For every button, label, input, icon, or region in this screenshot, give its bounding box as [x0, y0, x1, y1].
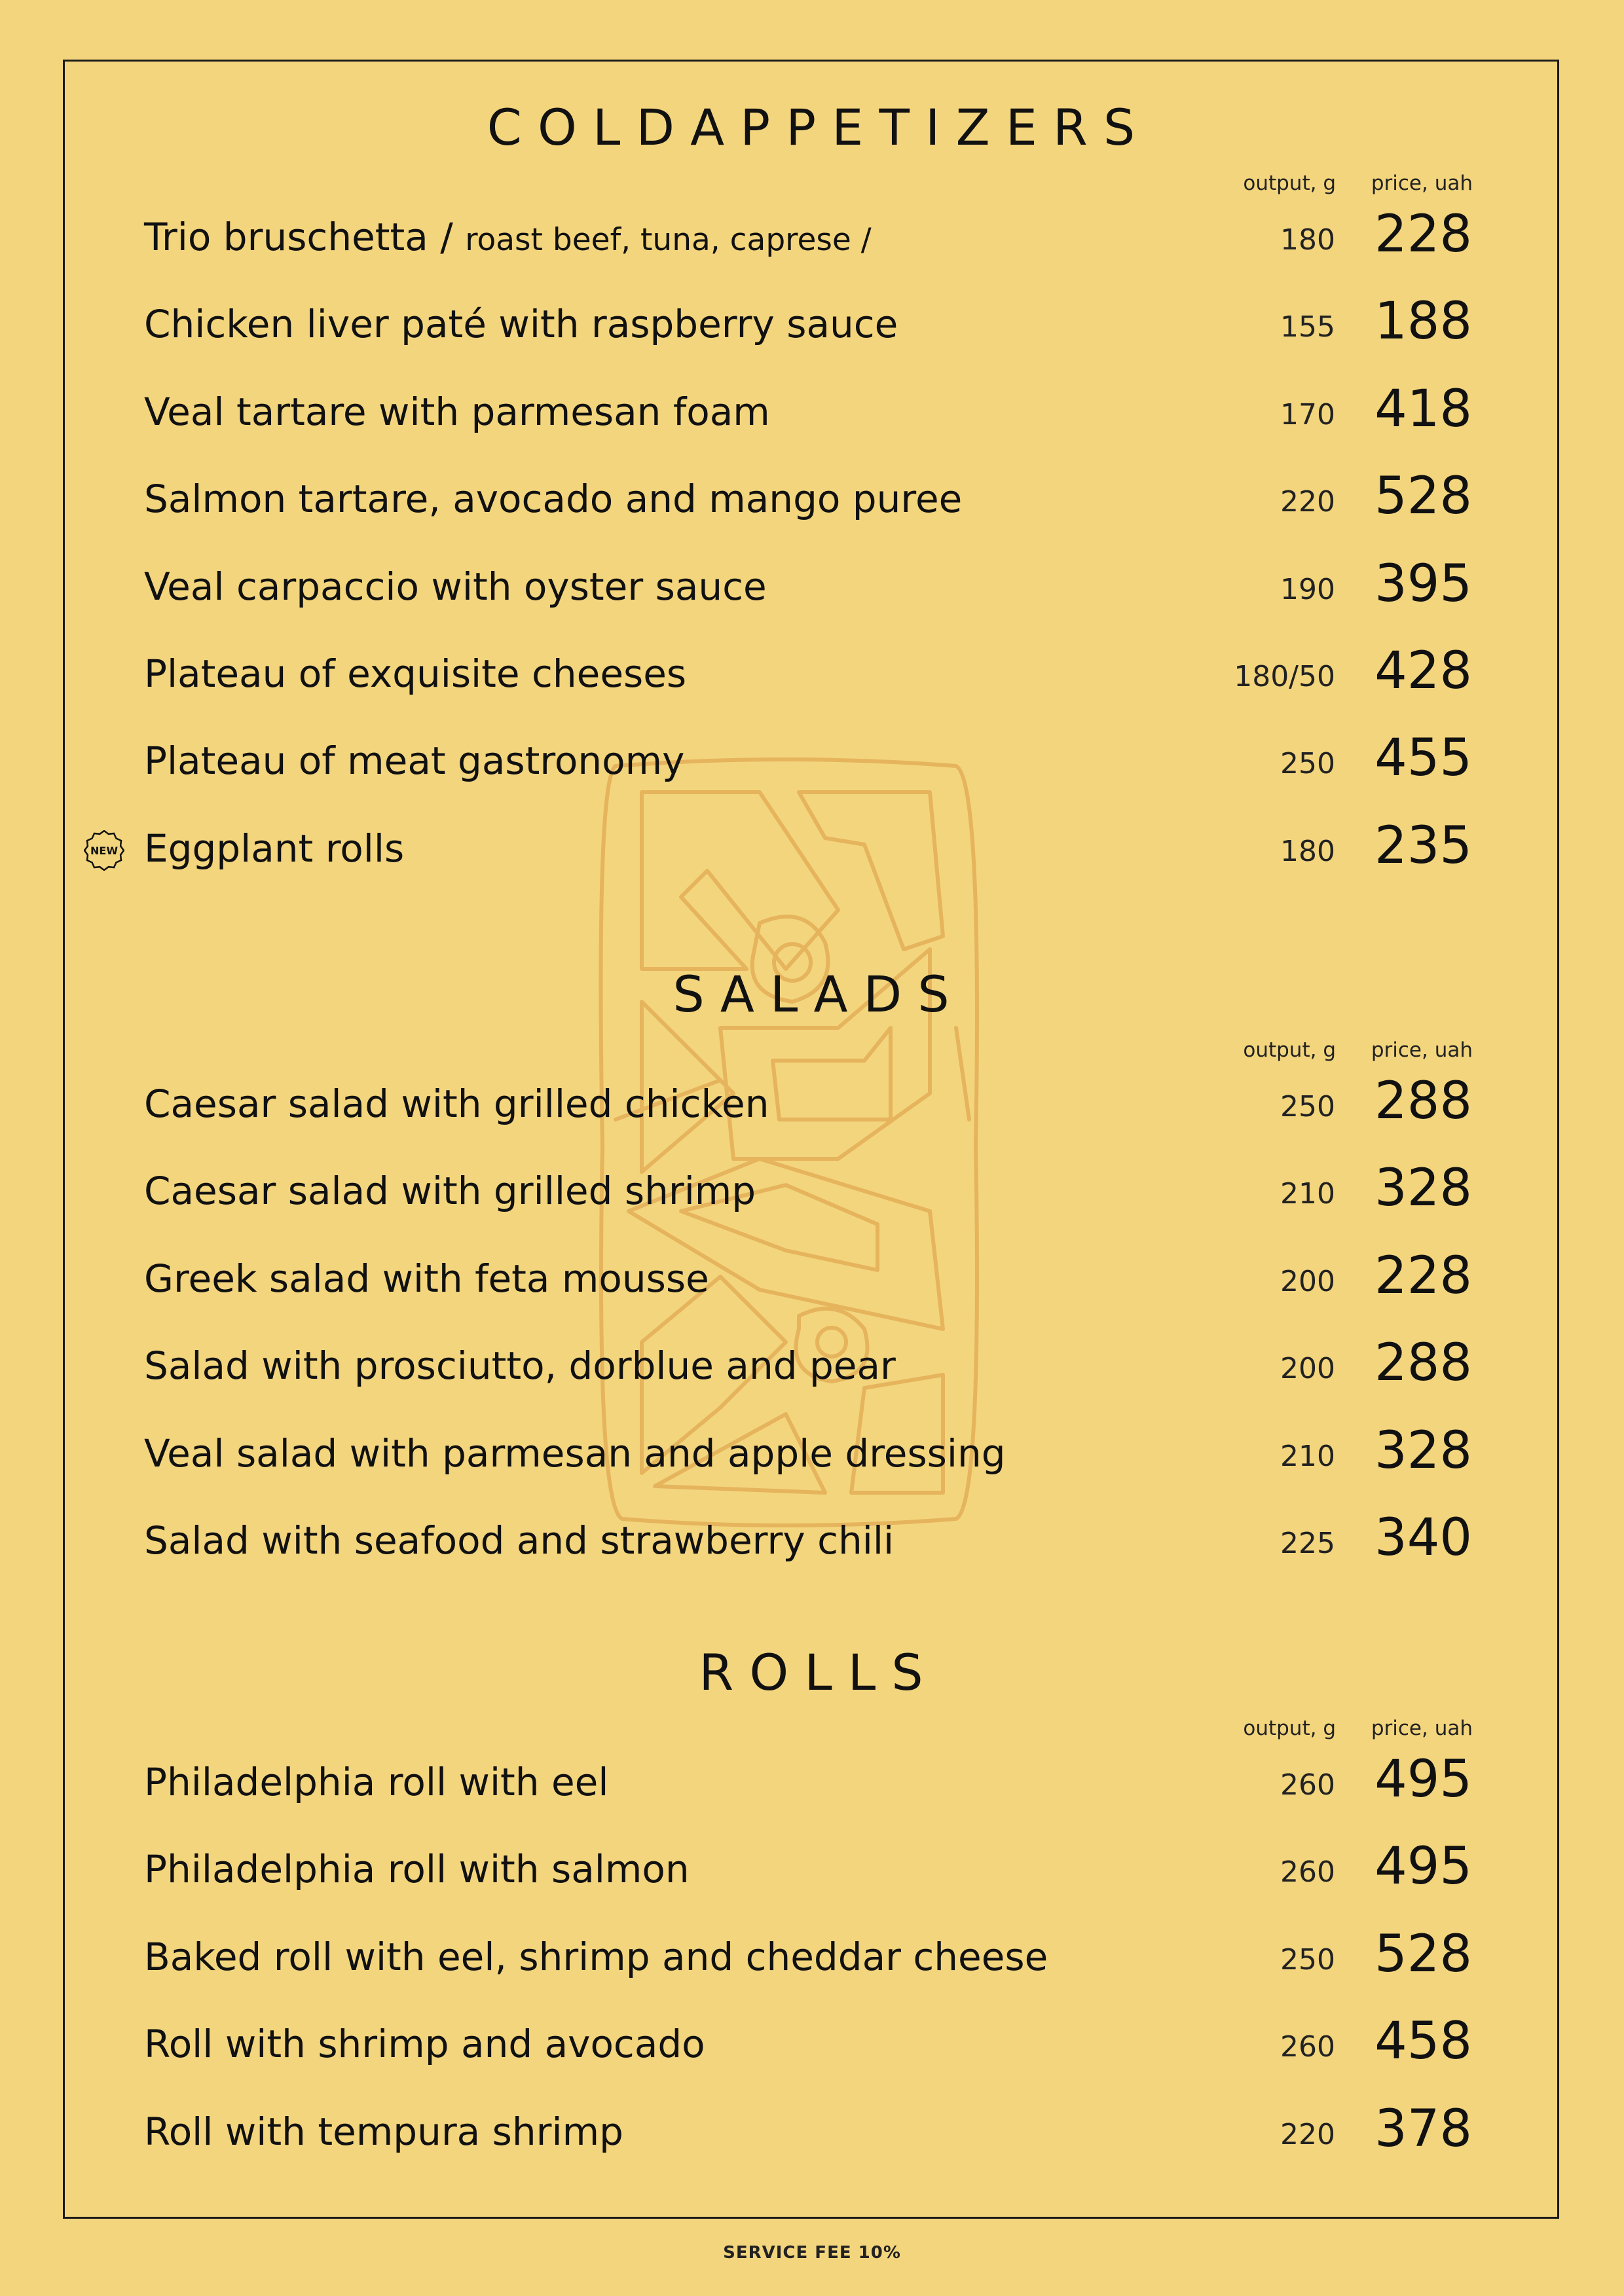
item-price: 235 [1375, 816, 1472, 875]
item-title: Caesar salad with grilled chicken [144, 1082, 769, 1126]
menu-item-row [0, 1508, 1624, 1573]
section-title-salads: S A L A D S [673, 965, 950, 1023]
item-weight: 170 [1280, 397, 1335, 431]
column-header-output: output, g [1243, 1038, 1336, 1062]
item-title: Veal tartare with parmesan foam [144, 389, 770, 434]
item-name [144, 1071, 769, 1137]
item-name [144, 466, 962, 532]
column-header-price: price, uah [1371, 1038, 1473, 1062]
item-weight: 220 [1280, 2117, 1335, 2151]
item-title: Plateau of meat gastronomy [144, 738, 685, 784]
item-price: 228 [1375, 1246, 1472, 1305]
item-price: 378 [1375, 2099, 1472, 2159]
item-price: 288 [1375, 1072, 1472, 1131]
menu-item-row [0, 1749, 1624, 1815]
item-price: 495 [1375, 1837, 1472, 1897]
item-weight: 200 [1280, 1352, 1335, 1386]
item-price: 455 [1375, 729, 1472, 788]
item-price: 395 [1375, 554, 1472, 613]
menu-item-row [0, 728, 1624, 793]
menu-item-row [0, 1333, 1624, 1398]
menu-item-row [0, 1836, 1624, 1902]
item-weight: 180/50 [1234, 660, 1335, 693]
column-header-output: output, g [1243, 172, 1336, 195]
item-weight: 250 [1280, 1942, 1335, 1977]
item-title: Philadelphia roll with eel [144, 1760, 609, 1804]
menu-item-row [0, 379, 1624, 445]
menu-item-row [0, 1158, 1624, 1224]
item-price: 418 [1375, 379, 1472, 439]
menu-item-row [0, 466, 1624, 532]
item-weight: 225 [1280, 1527, 1335, 1560]
item-name [144, 641, 686, 706]
item-title: Salmon tartare, avocado and mango puree [144, 477, 963, 522]
item-name [144, 1246, 709, 1311]
item-weight: 190 [1280, 572, 1335, 606]
menu-item-row [0, 816, 1624, 881]
item-name [144, 2099, 623, 2164]
menu-item-row [0, 1071, 1624, 1137]
item-title: Salad with prosciutto, dorblue and pear [144, 1343, 896, 1389]
section-title-cold-appetizers: C O L D A P P E T I Z E R S [487, 98, 1135, 156]
item-name [144, 291, 898, 357]
section-title-rolls: R O L L S [699, 1643, 923, 1702]
item-name [144, 554, 767, 619]
item-price: 495 [1375, 1750, 1472, 1809]
column-header-price: price, uah [1371, 1717, 1473, 1740]
item-title: Eggplant rolls [144, 826, 405, 871]
item-title: Veal salad with parmesan and apple dressing [144, 1430, 1006, 1476]
item-price: 228 [1375, 205, 1472, 264]
item-title: Roll with tempura shrimp [144, 2109, 623, 2154]
menu-item-row [0, 2011, 1624, 2077]
item-price: 528 [1375, 1924, 1472, 1984]
item-weight: 200 [1280, 1264, 1335, 1298]
item-weight: 220 [1280, 485, 1335, 519]
new-badge-icon [84, 830, 124, 871]
item-price: 328 [1375, 1159, 1472, 1218]
menu-item-row [0, 554, 1624, 619]
item-name [144, 379, 770, 445]
item-title: Salad with seafood and strawberry chili [144, 1518, 895, 1563]
item-title: Philadelphia roll with salmon [144, 1847, 690, 1892]
item-subtitle: roast beef, tuna, caprese / [465, 222, 872, 258]
column-header-output: output, g [1243, 1717, 1336, 1740]
item-weight: 260 [1280, 2030, 1335, 2064]
item-title: Plateau of exquisite cheeses [144, 651, 687, 696]
menu-item-row [0, 291, 1624, 357]
item-price: 188 [1375, 292, 1472, 352]
item-title: Roll with shrimp and avocado [144, 2022, 705, 2067]
item-name [144, 1158, 756, 1224]
menu-item-row [0, 1924, 1624, 1990]
menu-item-row [0, 204, 1624, 270]
item-name [144, 728, 684, 793]
item-weight: 250 [1280, 1090, 1335, 1123]
item-price: 428 [1375, 642, 1472, 701]
column-header-price: price, uah [1371, 172, 1473, 195]
menu-item-row [0, 1246, 1624, 1311]
item-title: Baked roll with eel, shrimp and cheddar cheese [144, 1934, 1048, 1979]
item-title: Caesar salad with grilled shrimp [144, 1169, 756, 1214]
item-name [144, 1749, 608, 1815]
item-name [144, 1333, 896, 1398]
item-name [144, 1836, 690, 1902]
item-name [144, 1924, 1048, 1990]
item-price: 340 [1375, 1508, 1472, 1567]
item-weight: 180 [1280, 223, 1335, 257]
item-price: 528 [1375, 467, 1472, 526]
item-name [144, 204, 872, 270]
item-weight: 260 [1280, 1855, 1335, 1889]
service-fee-note: SERVICE FEE 10% [723, 2243, 901, 2263]
item-weight: 250 [1280, 747, 1335, 781]
item-weight: 155 [1280, 310, 1335, 344]
item-name [144, 816, 404, 881]
menu-item-row [0, 641, 1624, 706]
item-name [144, 1508, 894, 1573]
item-name [144, 1421, 1006, 1486]
item-name [144, 2011, 705, 2077]
item-weight: 180 [1280, 834, 1335, 868]
item-weight: 260 [1280, 1768, 1335, 1802]
item-price: 328 [1375, 1421, 1472, 1480]
item-weight: 210 [1280, 1439, 1335, 1473]
item-title: Trio bruschetta / [144, 215, 466, 259]
menu-item-row [0, 2099, 1624, 2164]
item-price: 288 [1375, 1334, 1472, 1393]
item-title: Veal carpaccio with oyster sauce [144, 564, 767, 609]
item-weight: 210 [1280, 1177, 1335, 1211]
menu-item-row [0, 1421, 1624, 1486]
item-title: Greek salad with feta mousse [144, 1256, 709, 1301]
item-price: 458 [1375, 2012, 1472, 2071]
item-title: Chicken liver paté with raspberry sauce [144, 302, 898, 347]
badge-label: NEW [90, 844, 118, 857]
